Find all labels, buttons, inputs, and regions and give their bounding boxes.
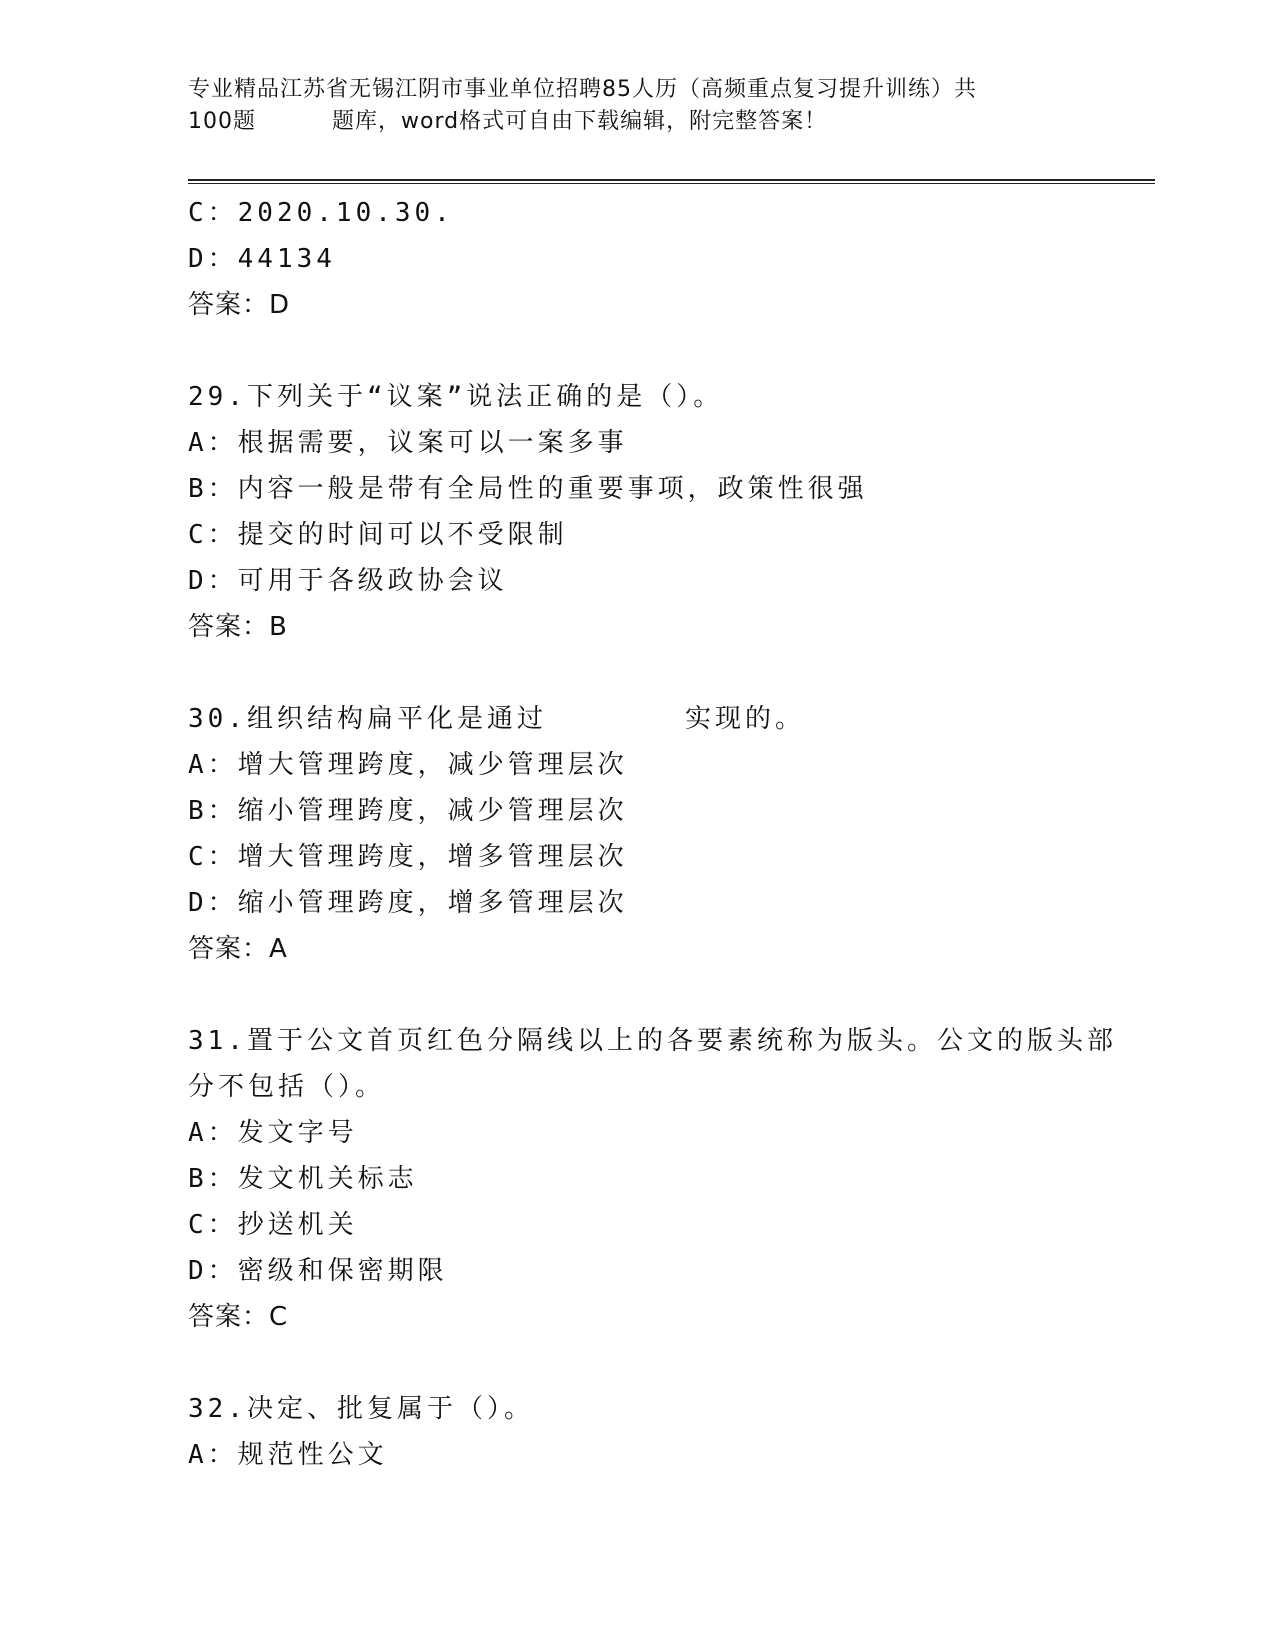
question-stem-part1: 30.组织结构扁平化是通过 xyxy=(188,704,547,734)
option-a: A：发文字号 xyxy=(188,1118,358,1148)
question-content xyxy=(188,190,1117,1478)
question-stem xyxy=(188,696,1088,742)
option-b: B：发文机关标志 xyxy=(188,1164,418,1194)
option-c: C：提交的时间可以不受限制 xyxy=(188,520,568,550)
option-d: D：缩小管理跨度，增多管理层次 xyxy=(188,888,628,918)
option-d: D：44134 xyxy=(188,244,336,274)
option-a: A：根据需要，议案可以一案多事 xyxy=(188,428,628,458)
answer: 答案：A xyxy=(188,934,288,964)
answer: 答案：C xyxy=(188,1302,289,1332)
answer: 答案：D xyxy=(188,290,291,320)
question-stem-part2: 实现的。 xyxy=(684,704,805,734)
page-header xyxy=(188,74,1068,138)
header-title-line2 xyxy=(188,106,1068,138)
option-c: C：抄送机关 xyxy=(188,1210,358,1240)
option-a: A：规范性公文 xyxy=(188,1440,388,1470)
option-d: D：可用于各级政协会议 xyxy=(188,566,508,596)
answer: 答案：B xyxy=(188,612,288,642)
option-b: B：缩小管理跨度，减少管理层次 xyxy=(188,796,628,826)
option-c: C：增大管理跨度，增多管理层次 xyxy=(188,842,628,872)
header-count: 100题 xyxy=(188,109,256,134)
header-subtitle: 题库，word格式可自由下载编辑，附完整答案！ xyxy=(332,109,828,134)
question-stem: 29.下列关于“议案”说法正确的是（）。 xyxy=(188,382,724,412)
option-a: A：增大管理跨度，减少管理层次 xyxy=(188,750,628,780)
question-stem-continued: 分不包括（）。 xyxy=(188,1072,386,1102)
option-d: D：密级和保密期限 xyxy=(188,1256,448,1286)
option-c: C：2020.10.30. xyxy=(188,198,454,228)
header-title-line1: 专业精品江苏省无锡江阴市事业单位招聘85人历（高频重点复习提升训练）共 xyxy=(188,77,977,102)
question-stem: 31.置于公文首页红色分隔线以上的各要素统称为版头。公文的版头部 xyxy=(188,1026,1117,1056)
header-divider xyxy=(188,179,1155,184)
option-b: B：内容一般是带有全局性的重要事项，政策性很强 xyxy=(188,474,868,504)
question-stem: 32.决定、批复属于（）。 xyxy=(188,1394,534,1424)
